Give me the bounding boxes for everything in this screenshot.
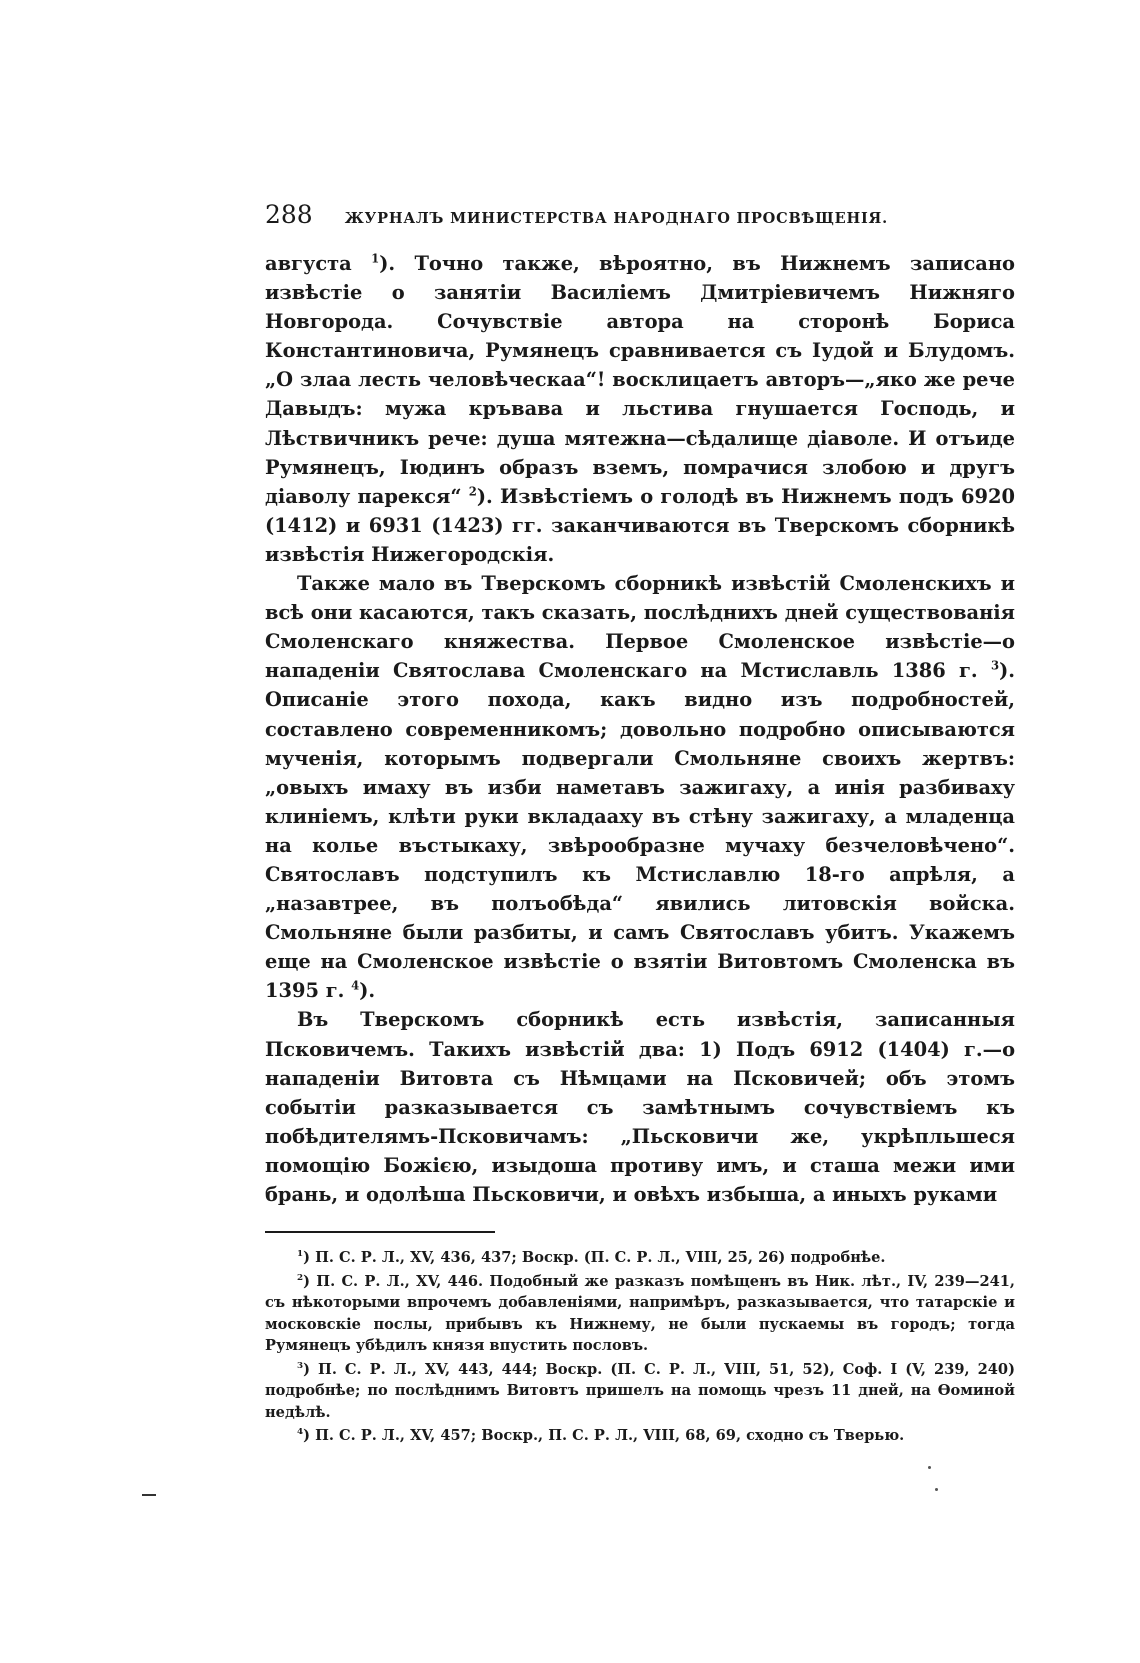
page bbox=[265, 200, 1015, 1447]
footnotes bbox=[265, 1247, 1015, 1447]
page-header bbox=[265, 200, 1015, 229]
paragraph-1: августа $^1$). Точно также, вѣроятно, въ Нижнемъ записано извѣстіе о занятіи Василіемъ Дмитріевичемъ Нижняго Новгорода. Сочувствіе автора на сторонѣ Бориса Константиновича, Румянецъ сравнивается съ Іудой и Блудомъ. „О злаа лесть человѣческаа“! восклицаетъ авторъ—„яко же рече Давыдъ: мужа кръвава и льстива гнушается Господь, и Лѣствичникъ рече: душа мятежна—сѣдалище діаволе. И отъиде Румянецъ, Іюдинъ образъ вземъ, помрачися злобою и другъ діаволу парекся“ $^2$). Извѣстіемъ о голодѣ въ Нижнемъ подъ 6920 (1412) и 6931 (1423) гг. заканчиваются въ Тверскомъ сборникѣ извѣстія Нижегородскія. bbox=[265, 251, 1015, 566]
paragraph-2: Также мало въ Тверскомъ сборникѣ извѣстій Смоленскихъ и всѣ они касаются, такъ сказать, послѣднихъ дней существованія Смоленскаго княжества. Первое Смоленское извѣстіе—о нападеніи Святослава Смоленскаго на Мстиславль 1386 г. $^3$). Описаніе этого похода, какъ видно изъ подробностей, составлено современникомъ; довольно подробно описываются мученія, которымъ подвергали Смольняне своихъ жертвъ: „овыхъ имаху въ изби наметавъ зажигаху, а инія разбиваху клиніемъ, клѣти руки вкладааху въ стѣну зажигаху, а младенца на колье въстыкаху, звѣрообразне мучаху безчеловѣчено“. Святославъ подступилъ къ Мстиславлю 18-го апрѣля, а „назавтрее, въ полъобѣда“ явились литовскія войска. Смольняне были разбиты, и самъ Святославъ убитъ. Укажемъ еще на Смоленское извѣстіе о взятіи Витовтомъ Смоленска въ 1395 г. $^4$). bbox=[265, 572, 1015, 1003]
footnote-2: $^2$) П. С. Р. Л., XV, 446. Подобный же разказъ помѣщенъ въ Ник. лѣт., IV, 239—241, съ нѣкоторыми впрочемъ добавленіями, напримѣръ, разказывается, что татарскіе и московскіе послы, прибывъ къ Нижнему, не были пускаемы въ городъ; тогда Румянецъ убѣдилъ князя впустить пословъ. bbox=[265, 1272, 1015, 1355]
running-title: ЖУРНАЛЪ МИНИСТЕРСТВА НАРОДНАГО ПРОСВѢЩЕНІЯ. bbox=[344, 210, 888, 227]
footnote-ref-4: 4 bbox=[351, 978, 360, 993]
print-speck bbox=[935, 1488, 938, 1491]
footnote-ref-1: 1 bbox=[371, 251, 380, 266]
paragraph-3: Въ Тверскомъ сборникѣ есть извѣстія, записанныя Псковичемъ. Такихъ извѣстій два: 1) Подъ 6912 (1404) г.—о нападеніи Витовта съ Нѣмцами на Псковичей; объ этомъ событіи разказывается съ замѣтнымъ сочувствіемъ къ побѣдителямъ-Псковичамъ: „Пьсковичи же, укрѣпльшеся помощію Божією, изыдоша противу имъ, и сташа межи ими брань, и одолѣша Пьсковичи, и овѣхъ избыша, а иныхъ руками bbox=[265, 1008, 1015, 1206]
footnote-ref-2: 2 bbox=[468, 484, 477, 499]
page-number: 288 bbox=[265, 200, 313, 229]
footnote-ref-3: 3 bbox=[990, 658, 1000, 673]
print-speck bbox=[928, 1466, 931, 1469]
footnote-divider bbox=[265, 1231, 495, 1233]
margin-mark bbox=[142, 1494, 156, 1496]
body-text bbox=[265, 249, 1015, 1209]
footnote-1: $^1$) П. С. Р. Л., XV, 436, 437; Воскр. (П. С. Р. Л., VIII, 25, 26) подробнѣе. bbox=[297, 1249, 886, 1267]
footnote-3: $^3$) П. С. Р. Л., XV, 443, 444; Воскр. (П. С. Р. Л., VIII, 51, 52), Соф. I (V, 239, 240) подробнѣе; по послѣднимъ Витовтъ пришелъ на помощь чрезъ 11 дней, на Ѳоминой недѣлѣ. bbox=[265, 1360, 1015, 1421]
footnote-4: $^4$) П. С. Р. Л., XV, 457; Воскр., П. С. Р. Л., VIII, 68, 69, сходно съ Тверью. bbox=[297, 1427, 905, 1445]
